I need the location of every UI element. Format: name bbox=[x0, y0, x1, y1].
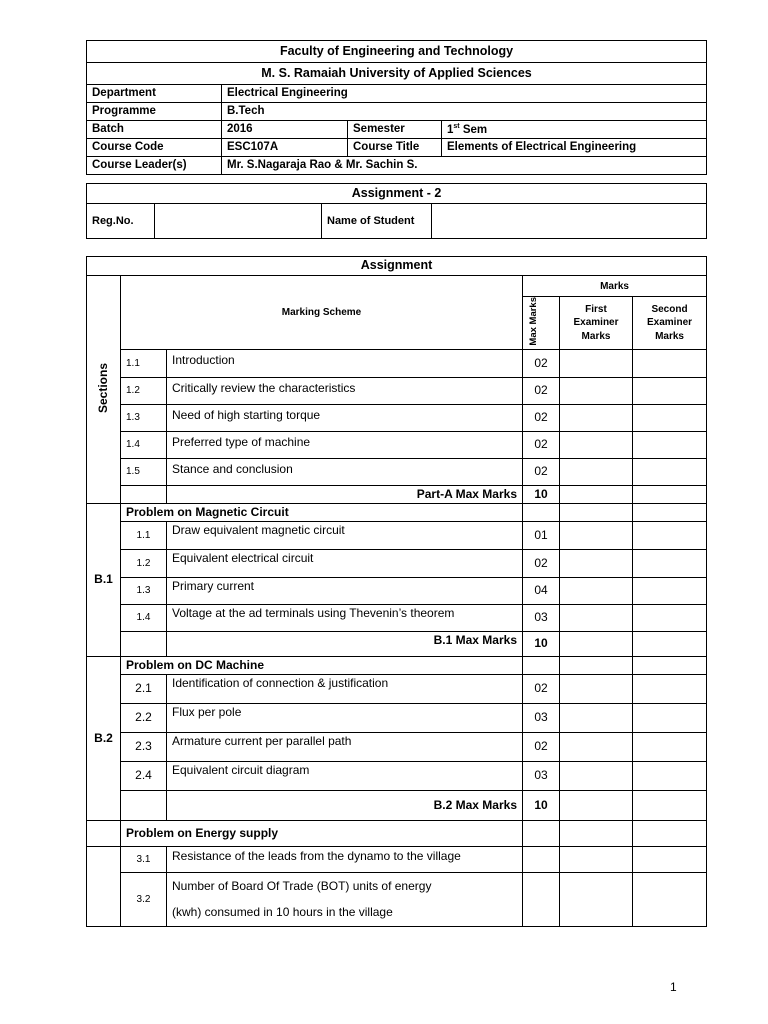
programme-value: B.Tech bbox=[222, 103, 707, 121]
b3-title: Problem on Energy supply bbox=[121, 820, 523, 846]
semester-label: Semester bbox=[348, 121, 442, 139]
item-desc: Draw equivalent magnetic circuit bbox=[167, 521, 523, 549]
item-desc: Equivalent electrical circuit bbox=[167, 549, 523, 577]
blank-cell bbox=[121, 790, 167, 820]
second-examiner-cell[interactable] bbox=[633, 431, 707, 458]
item-desc: Voltage at the ad terminals using Thevenin’s theorem bbox=[167, 604, 523, 631]
second-examiner-cell[interactable] bbox=[633, 631, 707, 656]
blank-cell bbox=[121, 631, 167, 656]
first-examiner-cell[interactable] bbox=[560, 761, 633, 790]
first-examiner-header: First Examiner Marks bbox=[560, 297, 633, 350]
reg-no-label: Reg.No. bbox=[87, 204, 155, 239]
item-num: 1.5 bbox=[121, 458, 167, 485]
second-examiner-cell[interactable] bbox=[633, 761, 707, 790]
item-max: 02 bbox=[523, 431, 560, 458]
first-examiner-cell[interactable] bbox=[560, 549, 633, 577]
student-name-field[interactable] bbox=[432, 204, 707, 239]
item-desc: Critically review the characteristics bbox=[167, 377, 523, 404]
blank-cell bbox=[633, 820, 707, 846]
first-examiner-cell[interactable] bbox=[560, 790, 633, 820]
first-examiner-cell[interactable] bbox=[560, 521, 633, 549]
department-value: Electrical Engineering bbox=[222, 85, 707, 103]
item-desc: Primary current bbox=[167, 577, 523, 604]
item-num: 1.1 bbox=[121, 521, 167, 549]
second-examiner-cell[interactable] bbox=[633, 404, 707, 431]
item-max: 03 bbox=[523, 703, 560, 732]
faculty-title: Faculty of Engineering and Technology bbox=[87, 41, 707, 63]
first-examiner-cell[interactable] bbox=[560, 485, 633, 503]
first-examiner-cell[interactable] bbox=[560, 377, 633, 404]
item-num: 2.4 bbox=[121, 761, 167, 790]
item-desc: Preferred type of machine bbox=[167, 431, 523, 458]
batch-label: Batch bbox=[87, 121, 222, 139]
blank-cell bbox=[523, 820, 560, 846]
marks-header: Marks bbox=[523, 276, 707, 297]
first-examiner-cell[interactable] bbox=[560, 349, 633, 377]
second-examiner-cell[interactable] bbox=[633, 732, 707, 761]
marking-scheme-header: Marking Scheme bbox=[121, 276, 523, 350]
item-max-empty bbox=[523, 872, 560, 926]
university-title: M. S. Ramaiah University of Applied Sciences bbox=[87, 63, 707, 85]
second-examiner-cell[interactable] bbox=[633, 521, 707, 549]
item-num: 1.3 bbox=[121, 404, 167, 431]
student-name-label: Name of Student bbox=[322, 204, 432, 239]
item-num: 2.1 bbox=[121, 674, 167, 703]
item-desc: Introduction bbox=[167, 349, 523, 377]
first-examiner-cell[interactable] bbox=[560, 631, 633, 656]
blank-cell bbox=[87, 820, 121, 846]
item-num: 3.2 bbox=[121, 872, 167, 926]
b2-label: B.2 bbox=[87, 656, 121, 820]
first-examiner-cell[interactable] bbox=[560, 577, 633, 604]
blank-cell bbox=[523, 503, 560, 521]
department-label: Department bbox=[87, 85, 222, 103]
item-max: 02 bbox=[523, 404, 560, 431]
blank-cell bbox=[121, 485, 167, 503]
first-examiner-cell[interactable] bbox=[560, 431, 633, 458]
b2-total: 10 bbox=[523, 790, 560, 820]
item-max: 03 bbox=[523, 761, 560, 790]
first-examiner-cell[interactable] bbox=[560, 846, 633, 872]
item-desc-line1: Number of Board Of Trade (BOT) units of energy bbox=[172, 879, 432, 894]
second-examiner-cell[interactable] bbox=[633, 377, 707, 404]
b2-total-label: B.2 Max Marks bbox=[167, 790, 523, 820]
first-examiner-cell[interactable] bbox=[560, 732, 633, 761]
course-leader-label: Course Leader(s) bbox=[87, 157, 222, 175]
sections-label-cell bbox=[87, 276, 121, 504]
first-examiner-cell[interactable] bbox=[560, 404, 633, 431]
item-desc: Flux per pole bbox=[167, 703, 523, 732]
course-leader-value: Mr. S.Nagaraja Rao & Mr. Sachin S. bbox=[222, 157, 707, 175]
max-marks-header bbox=[523, 297, 560, 350]
semester-rest: Sem bbox=[459, 123, 488, 136]
blank-cell bbox=[560, 820, 633, 846]
item-desc: Resistance of the leads from the dynamo to the village bbox=[167, 846, 523, 872]
b1-total: 10 bbox=[523, 631, 560, 656]
b2-title: Problem on DC Machine bbox=[121, 656, 523, 674]
item-desc bbox=[167, 872, 523, 926]
item-num: 2.2 bbox=[121, 703, 167, 732]
second-examiner-cell[interactable] bbox=[633, 458, 707, 485]
page-number: 1 bbox=[670, 980, 677, 994]
item-max: 02 bbox=[523, 349, 560, 377]
item-num: 2.3 bbox=[121, 732, 167, 761]
item-max: 01 bbox=[523, 521, 560, 549]
item-num: 1.3 bbox=[121, 577, 167, 604]
second-examiner-cell[interactable] bbox=[633, 790, 707, 820]
second-examiner-cell[interactable] bbox=[633, 872, 707, 926]
b1-title: Problem on Magnetic Circuit bbox=[121, 503, 523, 521]
second-examiner-cell[interactable] bbox=[633, 604, 707, 631]
course-code-value: ESC107A bbox=[222, 139, 348, 157]
item-desc: Armature current per parallel path bbox=[167, 732, 523, 761]
assignment-title: Assignment bbox=[87, 257, 707, 276]
part-a-total: 10 bbox=[523, 485, 560, 503]
item-desc: Stance and conclusion bbox=[167, 458, 523, 485]
first-examiner-cell[interactable] bbox=[560, 674, 633, 703]
semester-num: 1 bbox=[447, 123, 454, 136]
second-examiner-cell[interactable] bbox=[633, 846, 707, 872]
part-a-total-label: Part-A Max Marks bbox=[167, 485, 523, 503]
item-num: 1.2 bbox=[121, 549, 167, 577]
item-num: 1.4 bbox=[121, 604, 167, 631]
item-max: 02 bbox=[523, 458, 560, 485]
first-examiner-cell[interactable] bbox=[560, 703, 633, 732]
reg-no-field[interactable] bbox=[155, 204, 322, 239]
max-marks-text: Max Marks bbox=[528, 297, 539, 346]
item-max: 02 bbox=[523, 674, 560, 703]
item-max-empty bbox=[523, 846, 560, 872]
b1-total-label: B.1 Max Marks bbox=[167, 631, 523, 656]
item-max: 02 bbox=[523, 377, 560, 404]
second-examiner-header: Second Examiner Marks bbox=[633, 297, 707, 350]
first-examiner-cell[interactable] bbox=[560, 458, 633, 485]
item-max: 02 bbox=[523, 732, 560, 761]
item-max: 04 bbox=[523, 577, 560, 604]
second-examiner-cell[interactable] bbox=[633, 549, 707, 577]
blank-cell bbox=[87, 846, 121, 926]
first-examiner-cell[interactable] bbox=[560, 872, 633, 926]
semester-value bbox=[442, 121, 707, 139]
item-desc: Need of high starting torque bbox=[167, 404, 523, 431]
course-title-value: Elements of Electrical Engineering bbox=[442, 139, 707, 157]
second-examiner-cell[interactable] bbox=[633, 349, 707, 377]
blank-cell bbox=[633, 656, 707, 674]
blank-cell bbox=[560, 503, 633, 521]
second-examiner-cell[interactable] bbox=[633, 703, 707, 732]
item-max: 02 bbox=[523, 549, 560, 577]
marking-scheme-table bbox=[86, 256, 707, 927]
sections-label: Sections bbox=[95, 362, 110, 413]
item-num: 1.1 bbox=[121, 349, 167, 377]
b1-label: B.1 bbox=[87, 503, 121, 656]
batch-value: 2016 bbox=[222, 121, 348, 139]
course-title-label: Course Title bbox=[348, 139, 442, 157]
second-examiner-cell[interactable] bbox=[633, 577, 707, 604]
item-desc-line2: (kwh) consumed in 10 hours in the village bbox=[172, 905, 393, 920]
item-max: 03 bbox=[523, 604, 560, 631]
blank-cell bbox=[560, 656, 633, 674]
course-code-label: Course Code bbox=[87, 139, 222, 157]
student-info-table bbox=[86, 183, 707, 239]
item-desc: Equivalent circuit diagram bbox=[167, 761, 523, 790]
blank-cell bbox=[633, 503, 707, 521]
item-desc: Identification of connection & justification bbox=[167, 674, 523, 703]
semester-sup: st bbox=[453, 122, 460, 130]
item-num: 3.1 bbox=[121, 846, 167, 872]
course-info-table bbox=[86, 40, 707, 175]
item-num: 1.2 bbox=[121, 377, 167, 404]
first-examiner-cell[interactable] bbox=[560, 604, 633, 631]
second-examiner-cell[interactable] bbox=[633, 485, 707, 503]
second-examiner-cell[interactable] bbox=[633, 674, 707, 703]
assignment-2-title: Assignment - 2 bbox=[87, 184, 707, 204]
blank-cell bbox=[523, 656, 560, 674]
programme-label: Programme bbox=[87, 103, 222, 121]
item-num: 1.4 bbox=[121, 431, 167, 458]
